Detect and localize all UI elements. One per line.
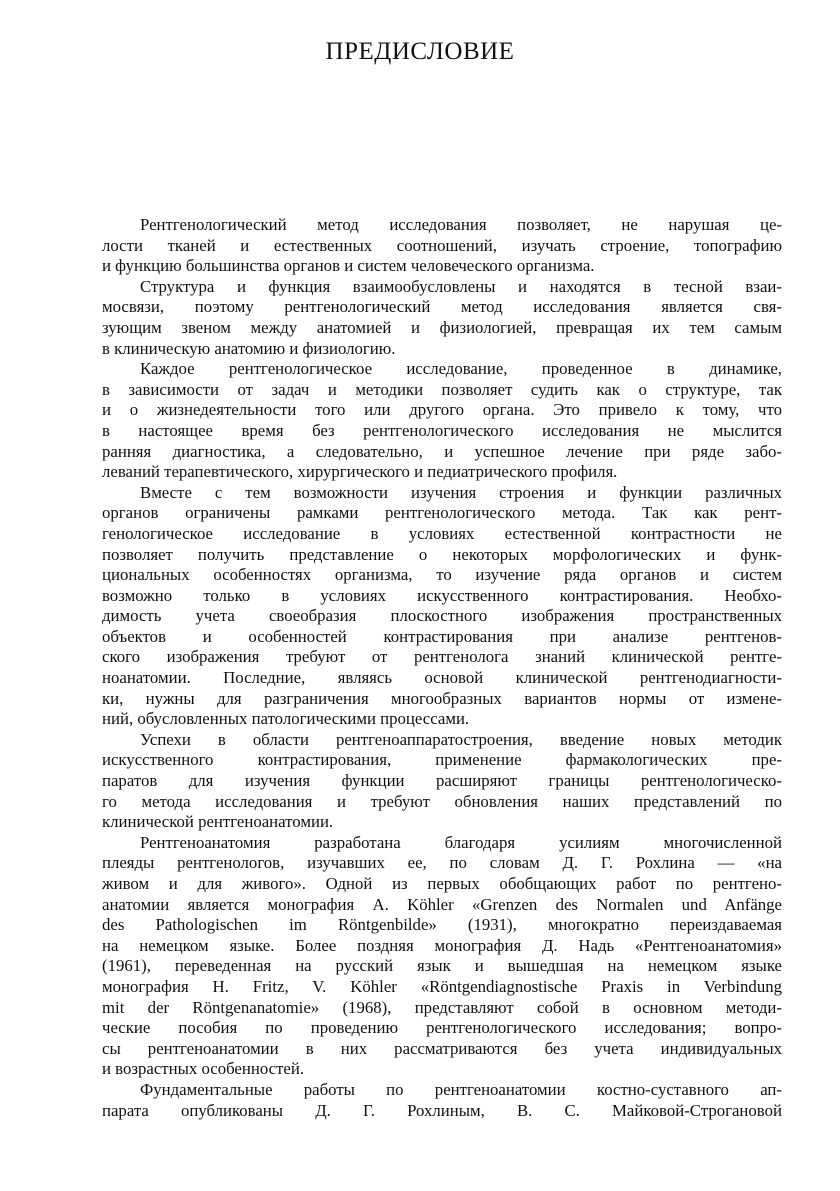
paragraph xyxy=(102,730,782,833)
text-line: ческие пособия по проведению рентгенологического исследования; вопро- xyxy=(102,1018,782,1038)
text-line: генологическое исследование в условиях естественной контрастности не xyxy=(102,523,782,543)
text-line: клинической рентгеноанатомии. xyxy=(102,812,334,832)
text-line: Рентгенологический метод исследования позволяет, не нарушая це- xyxy=(140,215,782,234)
text-line: монография H. Fritz, V. Köhler «Röntgendiagnostische Praxis in Verbindung xyxy=(102,976,782,996)
text-line: го метода исследования и требуют обновления наших представлений по xyxy=(102,791,782,811)
text-line: зующим звеном между анатомией и физиологией, превращая их тем самым xyxy=(102,317,782,337)
text-line: и о жизнедеятельности того или другого органа. Это привело к тому, что xyxy=(102,400,782,420)
text-line: des Pathologischen im Röntgenbilde» (1931), многократно переиздаваемая xyxy=(102,915,782,935)
text-line: мосвязи, поэтому рентгенологический метод исследования является свя- xyxy=(102,297,782,317)
text-line: объектов и особенностей контрастирования при анализе рентгенов- xyxy=(102,626,782,646)
text-line: парата опубликованы Д. Г. Рохлиным, В. С. Майковой-Строгановой xyxy=(102,1100,782,1120)
text-line: и возрастных особенностей. xyxy=(102,1059,305,1079)
paragraph xyxy=(102,277,782,359)
text-line: Рентгеноанатомия разработана благодаря усилиям многочисленной xyxy=(140,832,782,852)
text-line: живом и для живого». Одной из первых обобщающих работ по рентгено- xyxy=(102,874,782,893)
text-line: плеяды рентгенологов, изучавших ее, по словам Д. Г. Рохлина — «на xyxy=(102,853,782,873)
text-line: в клиническую анатомию и физиологию. xyxy=(102,338,396,358)
text-line: в зависимости от задач и методики позволяет судить как о структуре, так xyxy=(102,379,782,399)
paragraph xyxy=(102,833,782,1080)
text-line: в настоящее время без рентгенологического исследования не мыслится xyxy=(102,420,782,440)
text-line: Вместе с тем возможности изучения строения и функции различных xyxy=(140,482,782,502)
text-line: леваний терапевтического, хирургического и педиатрического профиля. xyxy=(102,462,618,482)
text-line: ки, нужны для разграничения многообразных вариантов нормы от измене- xyxy=(102,688,782,708)
text-line: Успехи в области рентгеноаппаратостроения, введение новых методик xyxy=(140,729,782,749)
text-line: ний, обусловленных патологическими процессами. xyxy=(102,709,470,729)
text-line: органов ограничены рамками рентгенологического метода. Так как рент- xyxy=(102,503,782,523)
text-line: искусственного контрастирования, применение фармакологических пре- xyxy=(102,750,782,770)
text-line: Каждое рентгенологическое исследование, проведенное в динамике, xyxy=(140,359,782,379)
text-line: циональных особенностях организма, то изучение ряда органов и систем xyxy=(102,565,782,585)
text-line: Структура и функция взаимообусловлены и находятся в тесной взаи- xyxy=(140,276,782,296)
paragraph xyxy=(102,359,782,483)
text-line: сы рентгеноанатомии в них рассматриваются без учета индивидуальных xyxy=(102,1038,782,1058)
paragraph xyxy=(102,483,782,730)
text-line: Фундаментальные работы по рентгеноанатомии костно-суставного ап- xyxy=(140,1079,782,1099)
text-line: лости тканей и естественных соотношений, изучать строение, топографию xyxy=(102,235,782,255)
text-line: возможно только в условиях искусственного контрастирования. Необхо- xyxy=(102,585,782,605)
text-line: (1961), переведенная на русский язык и вышедшая на немецком языке xyxy=(102,956,782,976)
text-line: димость учета своеобразия плоскостного изображения пространственных xyxy=(102,606,782,626)
paragraph xyxy=(102,1080,782,1121)
text-line: и функцию большинства органов и систем человеческого организма. xyxy=(102,256,595,276)
text-line: анатомии является монография A. Köhler «Grenzen des Normalen und Anfänge xyxy=(102,894,782,914)
page-title: ПРЕДИСЛОВИЕ xyxy=(325,38,515,65)
text-line: ноанатомии. Последние, являясь основой клинической рентгенодиагности- xyxy=(102,668,782,688)
text-line: позволяет получить представление о некоторых морфологических и функ- xyxy=(102,544,782,564)
preface-body xyxy=(102,215,782,1121)
text-line: ранняя диагностика, а следовательно, и успешное лечение при ряде забо- xyxy=(102,441,782,461)
text-line: mit der Röntgenanatomie» (1968), представляют собой в основном методи- xyxy=(102,997,782,1017)
paragraph xyxy=(102,215,782,277)
text-line: ского изображения требуют от рентгенолога знаний клинической рентге- xyxy=(102,647,782,667)
text-line: на немецком языке. Более поздняя монография Д. Надь «Рентгеноанатомия» xyxy=(102,935,782,955)
text-line: паратов для изучения функции расширяют границы рентгенологическо- xyxy=(102,771,782,791)
